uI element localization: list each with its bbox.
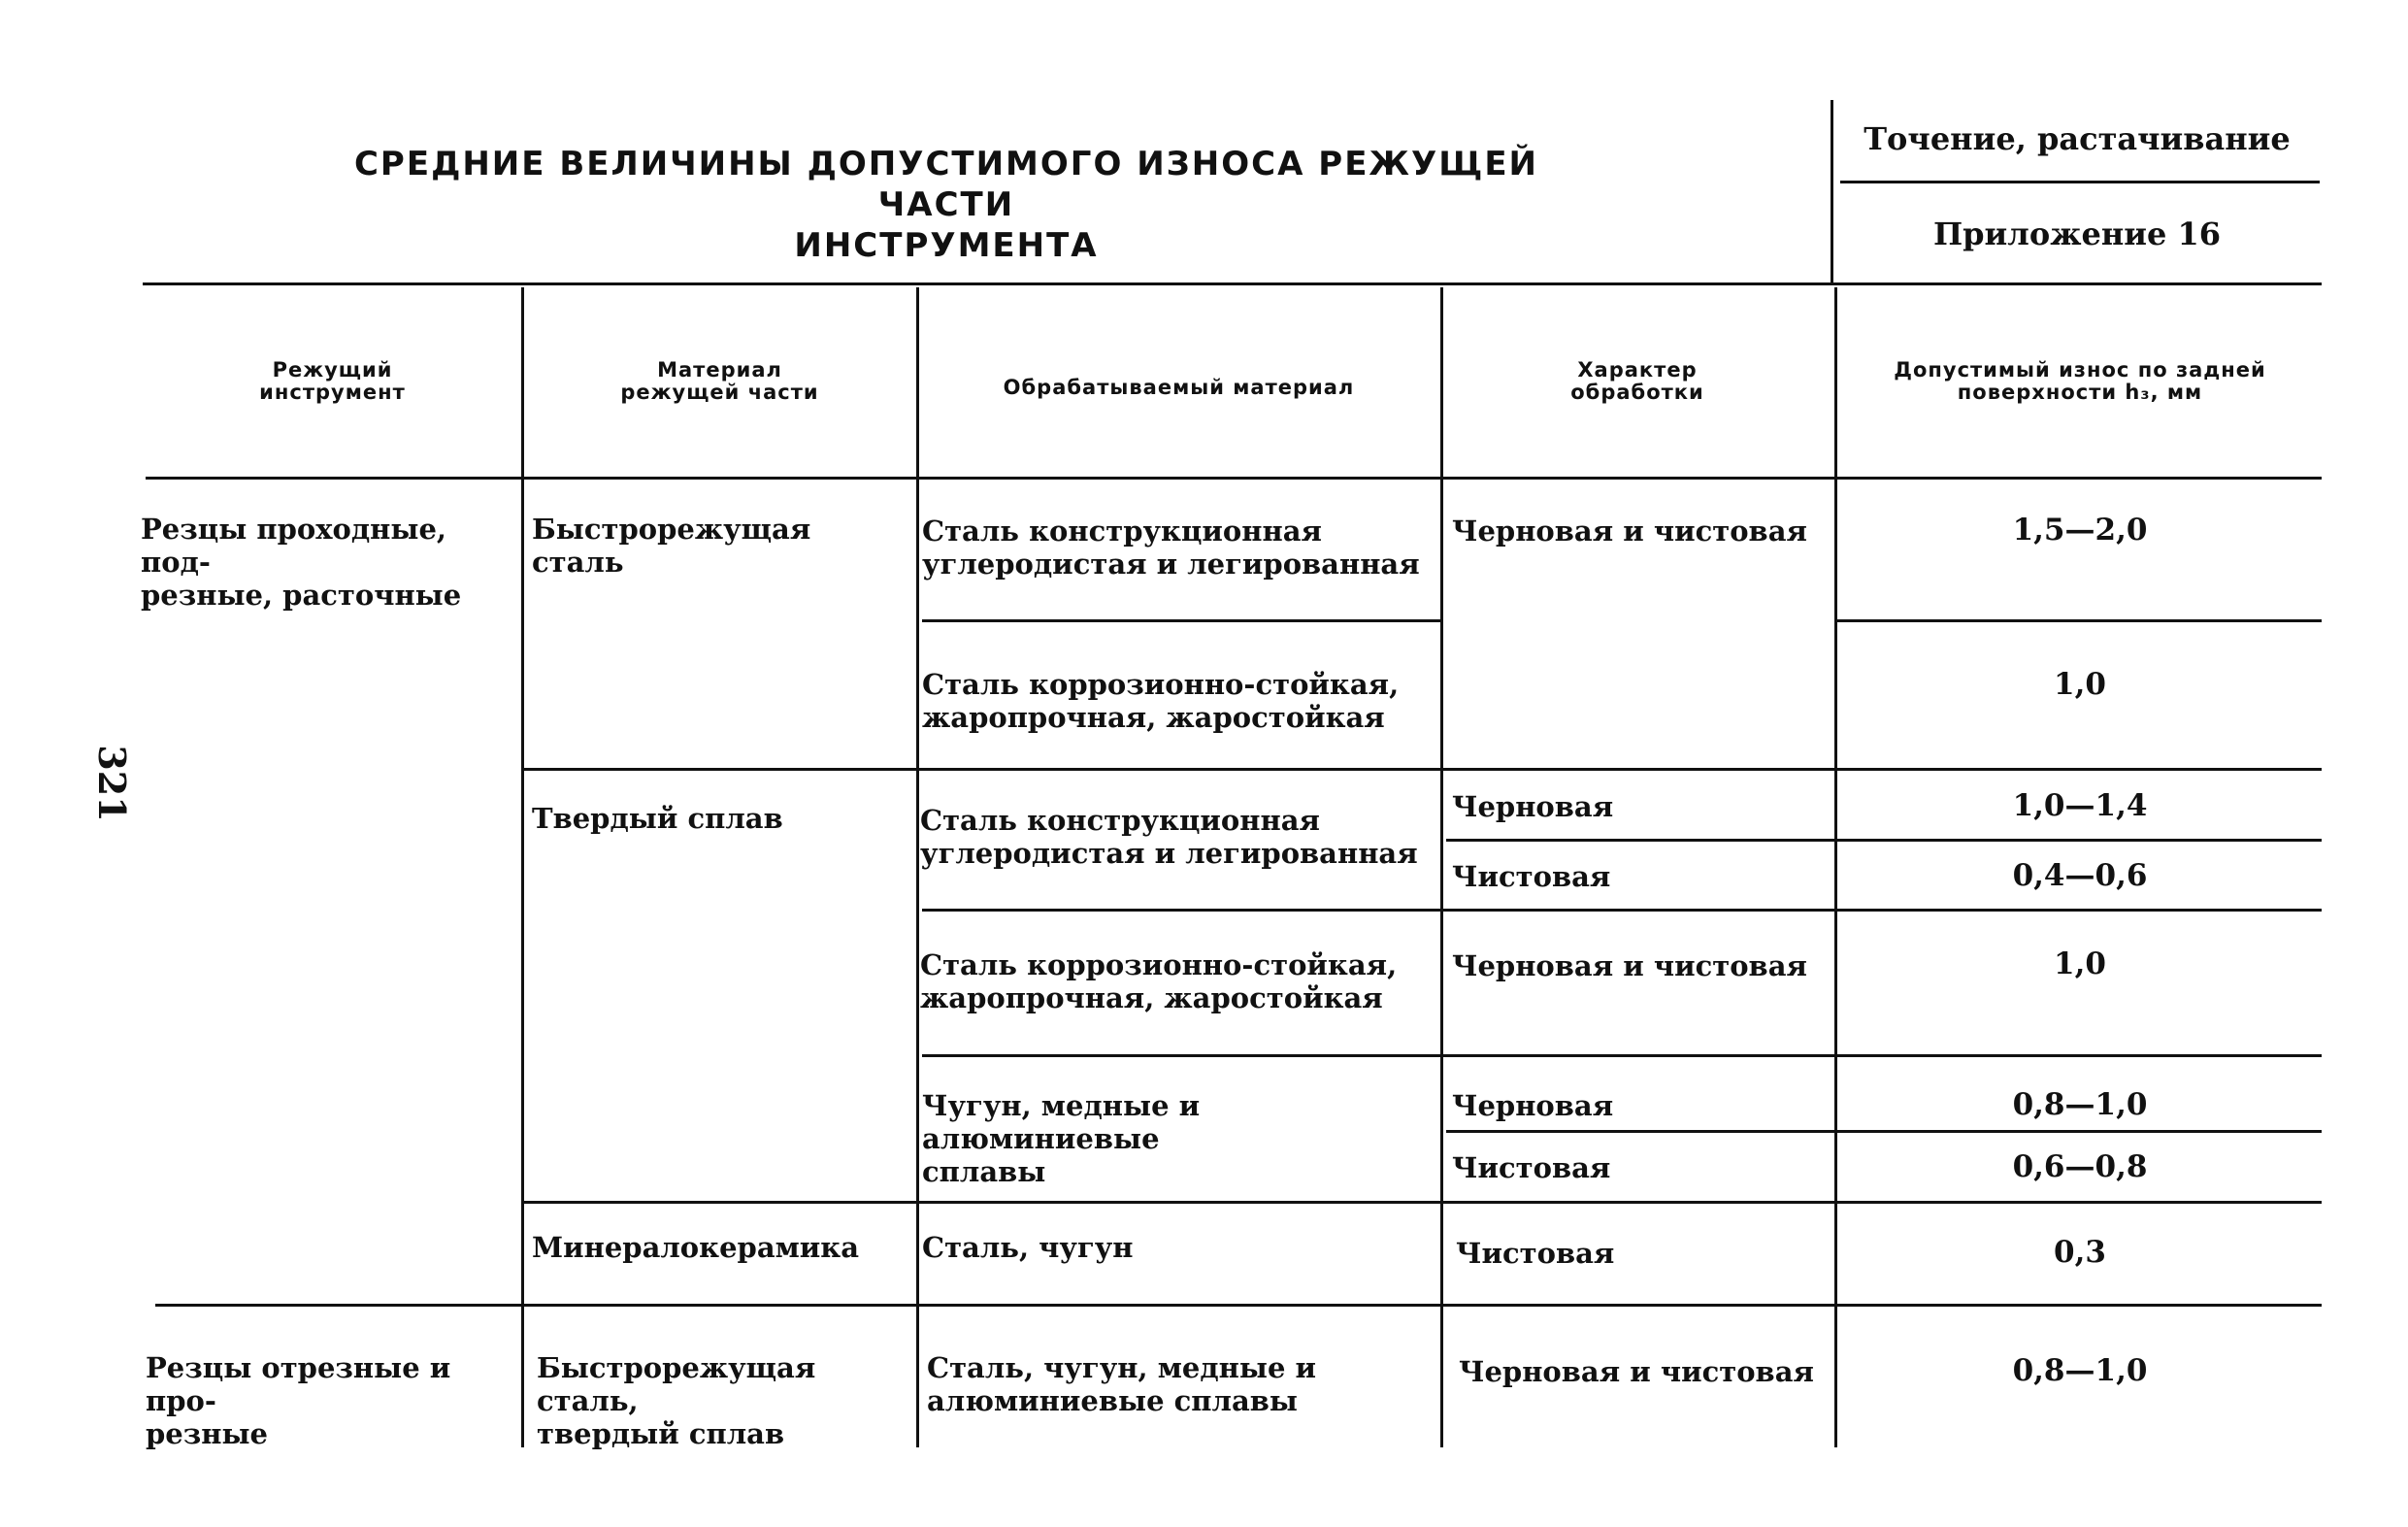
wear-value-8: 0,3 xyxy=(2054,1235,2106,1270)
mode-cell-7: Чистовая xyxy=(1456,1237,1615,1270)
material-cell-hss: Быстрорежущая сталь xyxy=(532,513,811,579)
material-cell-carbide: Твердый сплав xyxy=(532,802,783,835)
column-header-workpiece: Обрабатываемый материал xyxy=(1003,376,1355,399)
material-cell-hss-carbide: Быстрорежущая сталь, твердый сплав xyxy=(537,1351,816,1450)
header-rule xyxy=(1840,181,2320,183)
workpiece-cell-6: Сталь, чугун xyxy=(922,1231,1134,1264)
appendix-label: Приложение 16 xyxy=(1932,216,2222,252)
wear-value-6: 0,8—1,0 xyxy=(2012,1087,2148,1122)
wear-value-5: 1,0 xyxy=(2054,946,2106,981)
mode-cell-2: Черновая xyxy=(1452,790,1614,823)
mode-cell-3: Чистовая xyxy=(1452,860,1611,893)
wear-value-4: 0,4—0,6 xyxy=(2012,858,2148,893)
mode-cell-8: Черновая и чистовая xyxy=(1459,1355,1814,1388)
mode-cell-4: Черновая и чистовая xyxy=(1452,949,1807,982)
tool-cell-1: Резцы проходные, под- резные, расточные xyxy=(141,513,462,612)
column-header-tool: Режущий инструмент xyxy=(259,358,406,404)
tool-cell-2: Резцы отрезные и про- резные xyxy=(146,1351,451,1450)
section-label: Точение, растачивание xyxy=(1864,120,2291,157)
header-divider xyxy=(1831,100,1833,284)
mode-cell-6: Чистовая xyxy=(1452,1151,1611,1184)
workpiece-cell-4: Сталь коррозионно-стойкая, жаропрочная, жаростойкая xyxy=(920,948,1398,1014)
wear-value-7: 0,6—0,8 xyxy=(2012,1149,2148,1184)
column-header-wear: Допустимый износ по задней поверхности h₃, мм xyxy=(1894,358,2266,404)
mode-cell-5: Черновая xyxy=(1452,1089,1614,1122)
mode-cell-1: Черновая и чистовая xyxy=(1452,515,1807,548)
workpiece-cell-5: Чугун, медные и алюминиевые сплавы xyxy=(922,1089,1201,1188)
wear-value-1: 1,5—2,0 xyxy=(2012,513,2148,548)
wear-value-9: 0,8—1,0 xyxy=(2012,1353,2148,1388)
workpiece-cell-1: Сталь конструкционная углеродистая и легированная xyxy=(922,515,1420,581)
workpiece-cell-2: Сталь коррозионно-стойкая, жаропрочная, жаростойкая xyxy=(922,668,1400,734)
page-number: 321 xyxy=(90,745,134,822)
page-title xyxy=(320,144,1572,266)
wear-value-3: 1,0—1,4 xyxy=(2012,788,2148,823)
title-line-2: ИНСТРУМЕНТА xyxy=(794,226,1099,265)
workpiece-cell-3: Сталь конструкционная углеродистая и легированная xyxy=(920,804,1418,870)
wear-value-2: 1,0 xyxy=(2054,667,2106,702)
column-header-material: Материал режущей части xyxy=(620,358,819,404)
workpiece-cell-7: Сталь, чугун, медные и алюминиевые сплавы xyxy=(927,1351,1317,1417)
title-line-1: СРЕДНИЕ ВЕЛИЧИНЫ ДОПУСТИМОГО ИЗНОСА РЕЖУЩЕЙ ЧАСТИ xyxy=(353,145,1539,224)
column-header-mode: Характер обработки xyxy=(1570,358,1704,404)
material-cell-ceramic: Минералокерамика xyxy=(532,1231,860,1264)
